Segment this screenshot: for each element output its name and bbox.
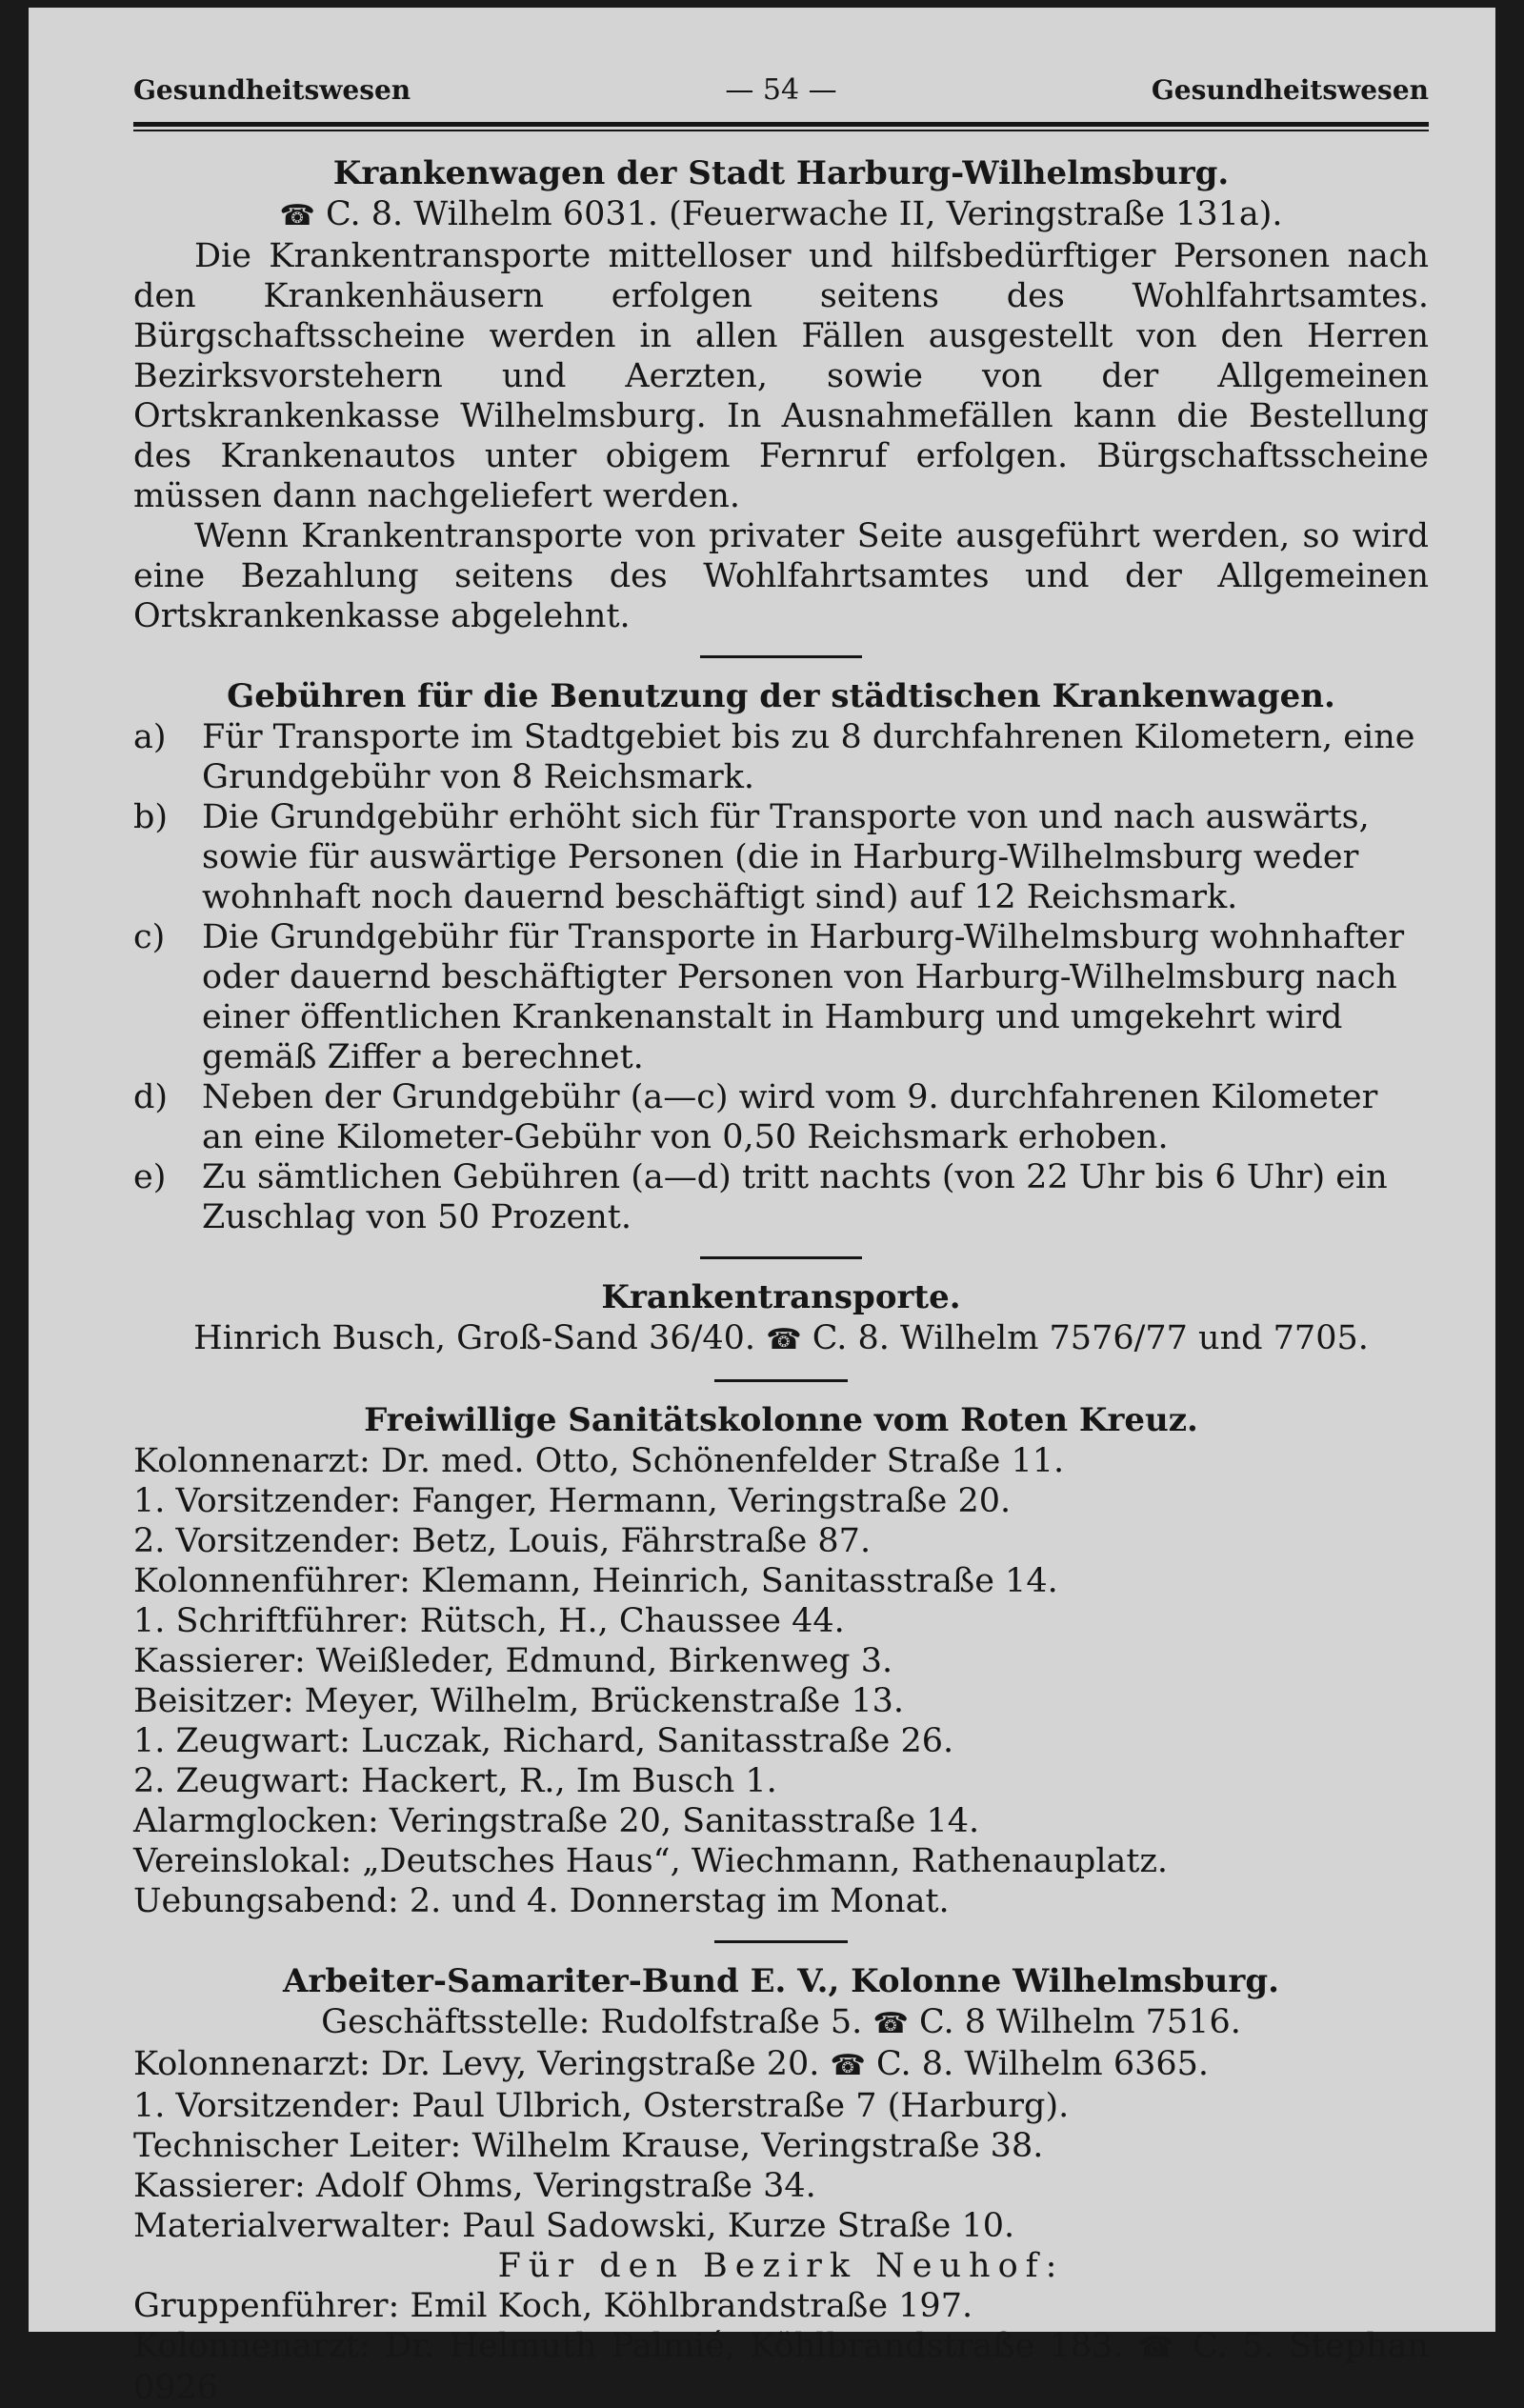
samariter-roster: [133, 2086, 1429, 2246]
telephone-hand-icon: ☎: [872, 2007, 909, 2040]
roster-entry: Kassierer: Weißleder, Edmund, Birkenweg 3.: [133, 1642, 893, 1680]
krankenwagen-paragraph-2: Wenn Krankentransporte von privater Seite ausgeführt werden, so wird eine Bezahlung seitens des Wohlfahrtsamtes und der Allgemeinen Ortskrankenkasse abgelehnt.: [133, 517, 1429, 635]
section-divider: [714, 1379, 848, 1382]
list-item-text: Neben der Grundgebühr (a—c) wird vom 9. durchfahrenen Kilometer an eine Kilometer-Gebühr von 0,50 Reichsmark erhoben.: [202, 1078, 1378, 1156]
roster-entry: Alarmglocken: Veringstraße 20, Sanitasstraße 14.: [133, 1802, 980, 1840]
section-title-krankentransporte: Krankentransporte.: [601, 1278, 961, 1316]
roster-entry: Beisitzer: Meyer, Wilhelm, Brückenstraße 13.: [133, 1682, 905, 1720]
roster-entry: Uebungsabend: 2. und 4. Donnerstag im Monat.: [133, 1882, 950, 1920]
roster-entry: 2. Vorsitzender: Betz, Louis, Fährstraße 87.: [133, 1522, 872, 1560]
krankentransporte-phone: C. 8. Wilhelm 7576/77 und 7705.: [812, 1319, 1369, 1357]
section-title-sanitaetskolonne: Freiwillige Sanitätskolonne vom Roten Kreuz.: [364, 1401, 1198, 1439]
district-heading: Für den Bezirk Neuhof:: [497, 2247, 1065, 2285]
telephone-hand-icon: ☎: [830, 2049, 866, 2082]
list-item: [133, 1157, 1429, 1237]
krankenwagen-phone-line: [133, 194, 1429, 236]
roster-entry: Kassierer: Adolf Ohms, Veringstraße 34.: [133, 2167, 816, 2205]
samariter-office: Geschäftsstelle: Rudolfstraße 5.: [321, 2003, 863, 2041]
krankenwagen-paragraph-1: Die Krankentransporte mittelloser und hilfsbedürftiger Personen nach den Krankenhäusern erfolgen seitens des Wohlfahrtsamtes. Bürgschaftsscheine werden in allen Fällen ausgestellt von den Herren Bezirksvorstehern und Aerzten, sowie von der Allgemeinen Ortskrankenkasse Wilhelmsburg. In Ausnahmefällen kann die Bestellung des Krankenautos unter obigem Fernruf erfolgen. Bürgschaftsscheine müssen dann nachgeliefert werden.: [133, 237, 1429, 515]
section-divider: [700, 655, 862, 658]
roster-entry: 1. Vorsitzender: Paul Ulbrich, Osterstraße 7 (Harburg).: [133, 2087, 1070, 2125]
list-item-marker: c): [133, 918, 166, 956]
district-doctor-phone: C. 5. Stephan 0926: [133, 2327, 1429, 2407]
section-divider: [714, 1940, 848, 1943]
roster-entry: 1. Vorsitzender: Fanger, Hermann, Veringstraße 20.: [133, 1482, 1012, 1520]
samariter-office-phone: C. 8 Wilhelm 7516.: [918, 2003, 1241, 2041]
sanitaetskolonne-roster: [133, 1441, 1429, 1921]
list-item: [133, 797, 1429, 917]
group-leader-line: Gruppenführer: Emil Koch, Köhlbrandstraße 197.: [133, 2287, 973, 2325]
header-rule: [133, 122, 1429, 131]
samariter-doctor-phone: C. 8. Wilhelm 6365.: [876, 2045, 1210, 2083]
list-item-marker: e): [133, 1158, 167, 1196]
district-doctor-line: [133, 2326, 1429, 2408]
list-item-text: Die Grundgebühr erhöht sich für Transporte von und nach auswärts, sowie für auswärtige Personen (die in Harburg-Wilhelmsburg weder wohnhaft noch dauernd beschäftigt sind) auf 12 Reichsmark.: [202, 798, 1370, 916]
document-page: [29, 8, 1495, 2407]
list-item-text: Für Transporte im Stadtgebiet bis zu 8 durchfahrenen Kilometern, eine Grundgebühr von 8 Reichsmark.: [202, 718, 1415, 796]
list-item: [133, 717, 1429, 797]
samariter-doctor: Kolonnenarzt: Dr. Levy, Veringstraße 20.: [133, 2045, 820, 2083]
roster-entry: Kolonnenarzt: Dr. med. Otto, Schönenfelder Straße 11.: [133, 1442, 1065, 1480]
roster-entry: Materialverwalter: Paul Sadowski, Kurze Straße 10.: [133, 2207, 1015, 2245]
samariter-doctor-line: [133, 2044, 1429, 2086]
krankenwagen-phone-text: C. 8. Wilhelm 6031. (Feuerwache II, Veringstraße 131a).: [326, 195, 1283, 233]
krankentransporte-name: Hinrich Busch, Groß-Sand 36/40.: [193, 1319, 756, 1357]
list-item: [133, 917, 1429, 1077]
telephone-hand-icon: ☎: [1137, 2331, 1178, 2364]
roster-entry: Kolonnenführer: Klemann, Heinrich, Sanitasstraße 14.: [133, 1562, 1058, 1600]
section-title-samariter: Arbeiter-Samariter-Bund E. V., Kolonne Wilhelmsburg.: [283, 1962, 1279, 2000]
krankentransporte-line: [133, 1318, 1429, 1360]
list-item-marker: d): [133, 1078, 169, 1116]
section-divider: [700, 1256, 862, 1259]
roster-entry: 1. Schriftführer: Rütsch, H., Chaussee 44.: [133, 1602, 845, 1640]
list-item-marker: b): [133, 798, 169, 836]
roster-entry: 2. Zeugwart: Hackert, R., Im Busch 1.: [133, 1762, 777, 1800]
samariter-office-line: [133, 2002, 1429, 2044]
section-title-gebuehren: Gebühren für die Benutzung der städtischen Krankenwagen.: [227, 677, 1335, 715]
running-head-right: Gesundheitswesen: [1151, 74, 1429, 106]
roster-entry: 1. Zeugwart: Luczak, Richard, Sanitasstraße 26.: [133, 1722, 954, 1760]
running-head-left: Gesundheitswesen: [133, 74, 411, 106]
telephone-hand-icon: ☎: [766, 1323, 802, 1356]
section-title-krankenwagen: Krankenwagen der Stadt Harburg-Wilhelmsburg.: [332, 154, 1230, 192]
running-head: [133, 70, 1429, 112]
list-item-text: Zu sämtlichen Gebühren (a—d) tritt nachts (von 22 Uhr bis 6 Uhr) ein Zuschlag von 50 Prozent.: [202, 1158, 1388, 1236]
district-doctor: Kolonnenarzt: Dr. Helmuth Palmié, Köhlbrandstraße 183.: [133, 2327, 1124, 2365]
list-item-text: Die Grundgebühr für Transporte in Harburg-Wilhelmsburg wohnhafter oder dauernd beschäftigter Personen von Harburg-Wilhelmsburg nach einer öffentlichen Krankenanstalt in Hamburg und umgekehrt wird gemäß Ziffer a berechnet.: [202, 918, 1405, 1076]
gebuehren-list: [133, 717, 1429, 1237]
list-item: [133, 1077, 1429, 1157]
roster-entry: Technischer Leiter: Wilhelm Krause, Veringstraße 38.: [133, 2127, 1044, 2165]
list-item-marker: a): [133, 718, 167, 756]
page-number: — 54 —: [725, 73, 837, 107]
telephone-hand-icon: ☎: [279, 199, 315, 232]
roster-entry: Vereinslokal: „Deutsches Haus“, Wiechmann, Rathenauplatz.: [133, 1842, 1169, 1880]
